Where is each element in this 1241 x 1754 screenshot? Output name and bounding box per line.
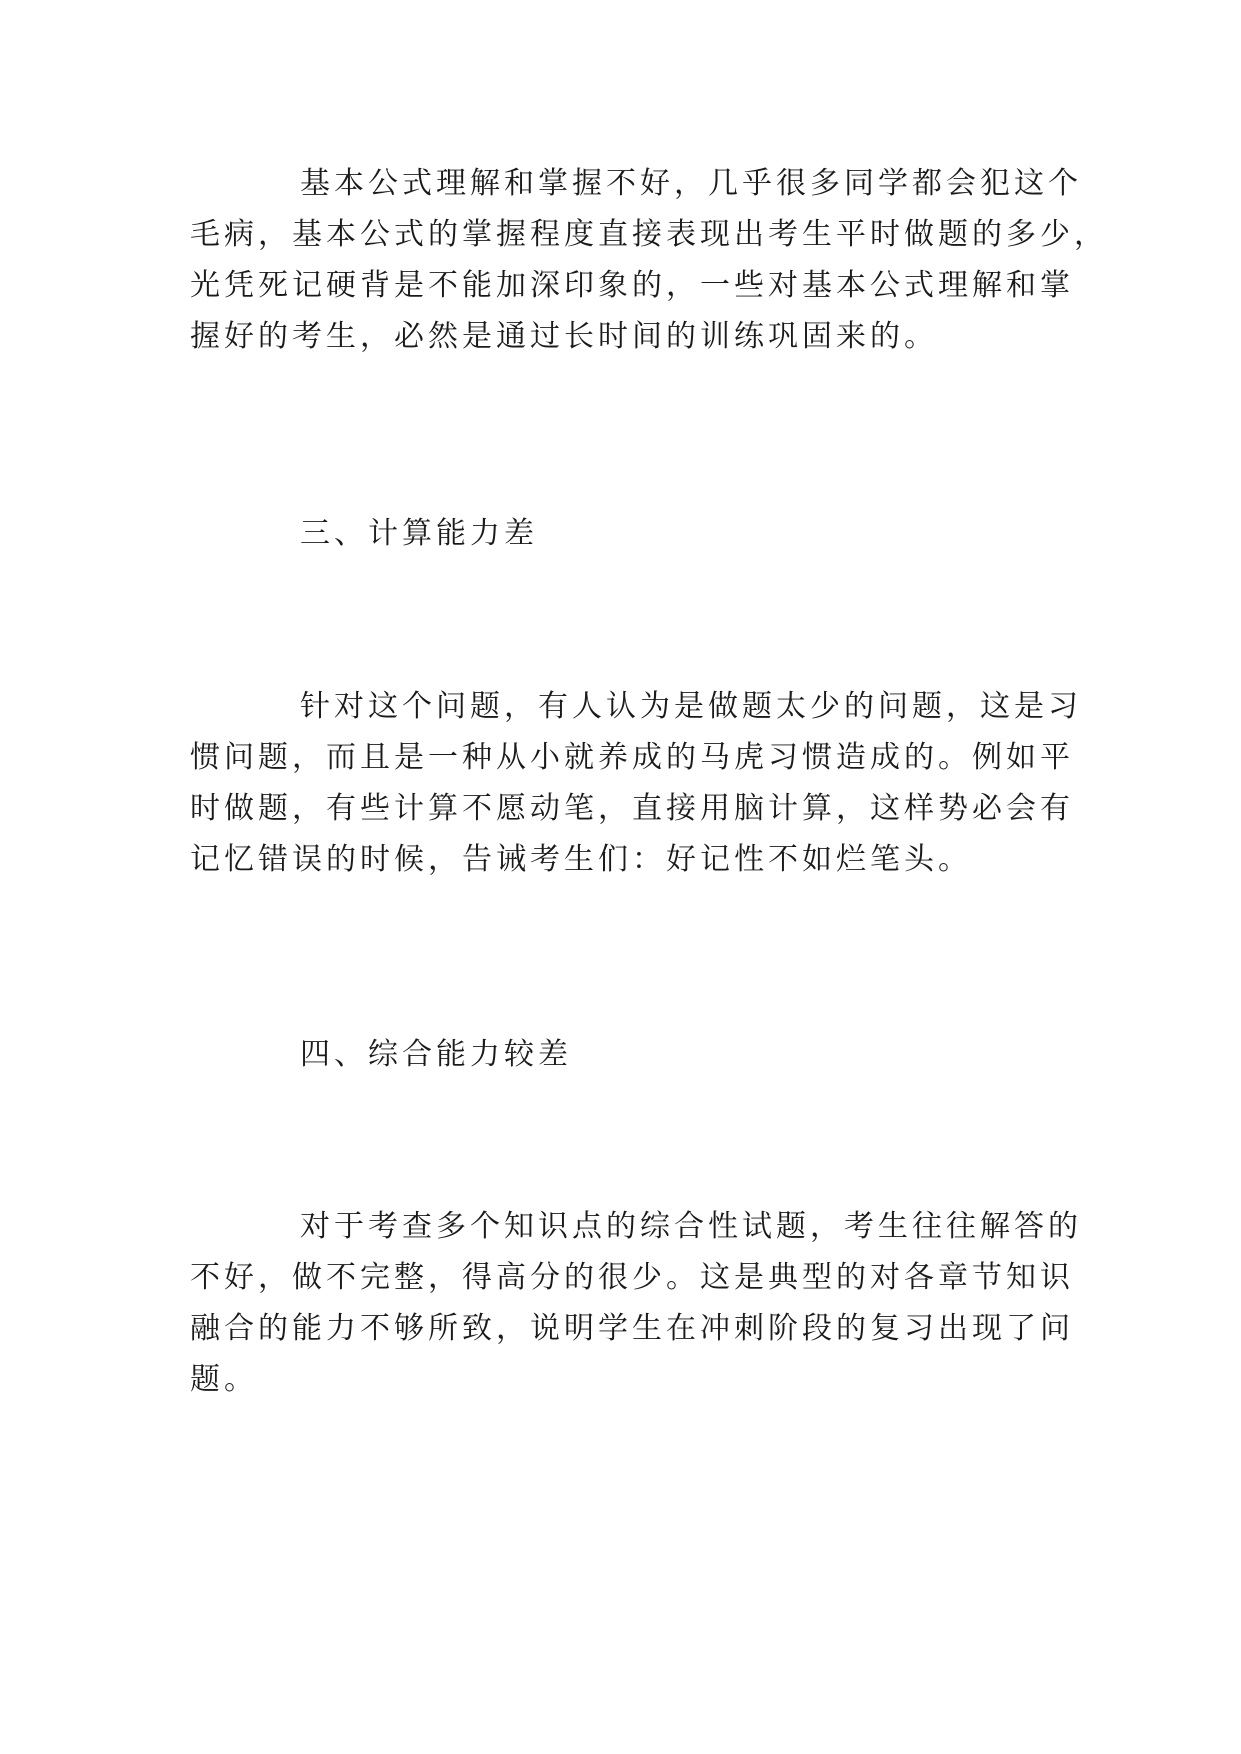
section-heading-calculation: [190, 508, 1070, 559]
paragraph-line: 记忆错误的时候，告诫考生们：好记性不如烂笔头。: [190, 842, 972, 877]
paragraph-comprehensive-ability: [190, 1201, 1082, 1405]
paragraph-line: 针对这个问题，有人认为是做题太少的问题，这是习: [300, 689, 1082, 724]
paragraph-formula-mastery: [190, 158, 1108, 362]
section-heading-text: 三、计算能力差: [300, 516, 538, 551]
paragraph-line: 不好，做不完整，得高分的很少。这是典型的对各章节知识: [190, 1260, 1074, 1295]
paragraph-line: 基本公式理解和掌握不好，几乎很多同学都会犯这个: [300, 166, 1082, 201]
paragraph-line: 握好的考生，必然是通过长时间的训练巩固来的。: [190, 319, 938, 354]
paragraph-line: 毛病，基本公式的掌握程度直接表现出考生平时做题的多少，: [190, 217, 1108, 252]
paragraph-line: 时做题，有些计算不愿动笔，直接用脑计算，这样势必会有: [190, 791, 1074, 826]
paragraph-line: 惯问题，而且是一种从小就养成的马虎习惯造成的。例如平: [190, 740, 1074, 775]
paragraph-line: 融合的能力不够所致，说明学生在冲刺阶段的复习出现了问: [190, 1311, 1074, 1346]
paragraph-line: 题。: [190, 1362, 258, 1397]
section-heading-text: 四、综合能力较差: [300, 1037, 572, 1072]
section-heading-comprehensive: [190, 1029, 1070, 1080]
paragraph-line: 光凭死记硬背是不能加深印象的，一些对基本公式理解和掌: [190, 268, 1074, 303]
paragraph-line: 对于考查多个知识点的综合性试题，考生往往解答的: [300, 1209, 1082, 1244]
paragraph-calculation-ability: [190, 681, 1082, 885]
